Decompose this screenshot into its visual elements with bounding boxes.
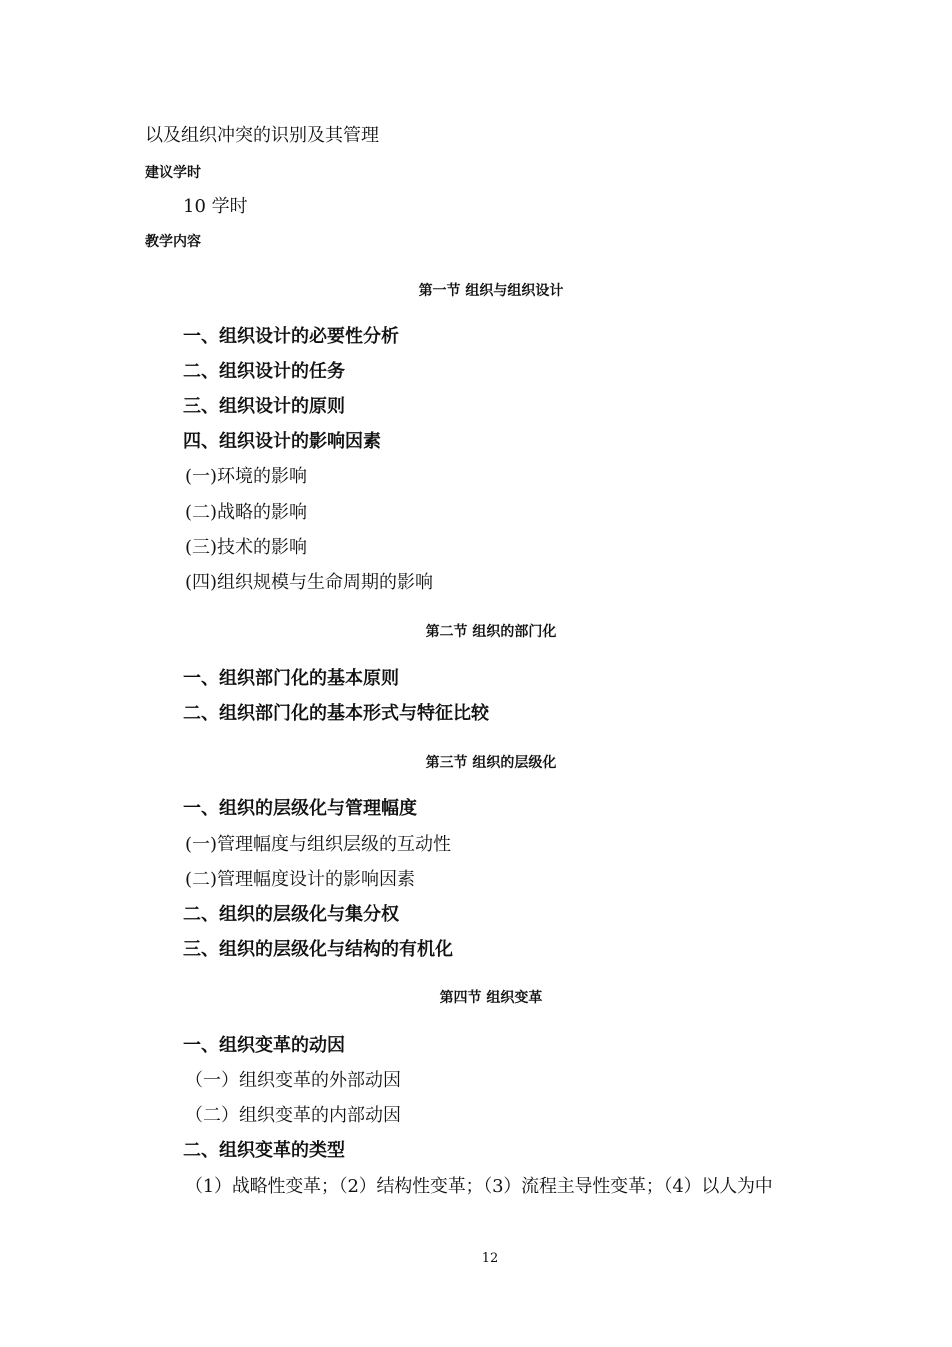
section-heading: 二、组织设计的任务 xyxy=(183,361,345,382)
section-heading: 三、组织的层级化与结构的有机化 xyxy=(183,939,453,960)
section-heading: 四、组织设计的影响因素 xyxy=(183,431,381,452)
content-label: 教学内容 xyxy=(145,234,201,250)
section-title: 第一节 组织与组织设计 xyxy=(418,283,564,299)
section-title: 第二节 组织的部门化 xyxy=(425,624,557,640)
section-heading: 一、组织设计的必要性分析 xyxy=(183,326,399,347)
section-heading: 二、组织的层级化与集分权 xyxy=(183,904,399,925)
section-heading: 一、组织变革的动因 xyxy=(183,1035,345,1056)
section-heading: 二、组织部门化的基本形式与特征比较 xyxy=(183,703,489,724)
section-heading: 二、组织变革的类型 xyxy=(183,1140,345,1161)
section-subitem: （二）组织变革的内部动因 xyxy=(185,1105,401,1126)
hours-label: 建议学时 xyxy=(145,165,201,181)
section-heading: 一、组织部门化的基本原则 xyxy=(183,668,399,689)
section-subitem: (一)管理幅度与组织层级的互动性 xyxy=(185,834,452,855)
page-number: 12 xyxy=(481,1251,499,1266)
section-title: 第三节 组织的层级化 xyxy=(425,755,557,771)
section-subitem: (二)战略的影响 xyxy=(185,502,308,523)
section-title: 第四节 组织变革 xyxy=(439,990,543,1006)
section-subitem: (四)组织规模与生命周期的影响 xyxy=(185,572,434,593)
section-heading: 一、组织的层级化与管理幅度 xyxy=(183,798,417,819)
intro-continuation: 以及组织冲突的识别及其管理 xyxy=(145,125,379,146)
section-subitem: (三)技术的影响 xyxy=(185,537,308,558)
section-subitem: （1）战略性变革；（2）结构性变革；（3）流程主导性变革；（4）以人为中 xyxy=(185,1176,773,1197)
hours-value: 10 学时 xyxy=(183,196,248,217)
section-subitem: (一)环境的影响 xyxy=(185,466,308,487)
section-heading: 三、组织设计的原则 xyxy=(183,396,345,417)
section-subitem: （一）组织变革的外部动因 xyxy=(185,1070,401,1091)
section-subitem: (二)管理幅度设计的影响因素 xyxy=(185,869,416,890)
